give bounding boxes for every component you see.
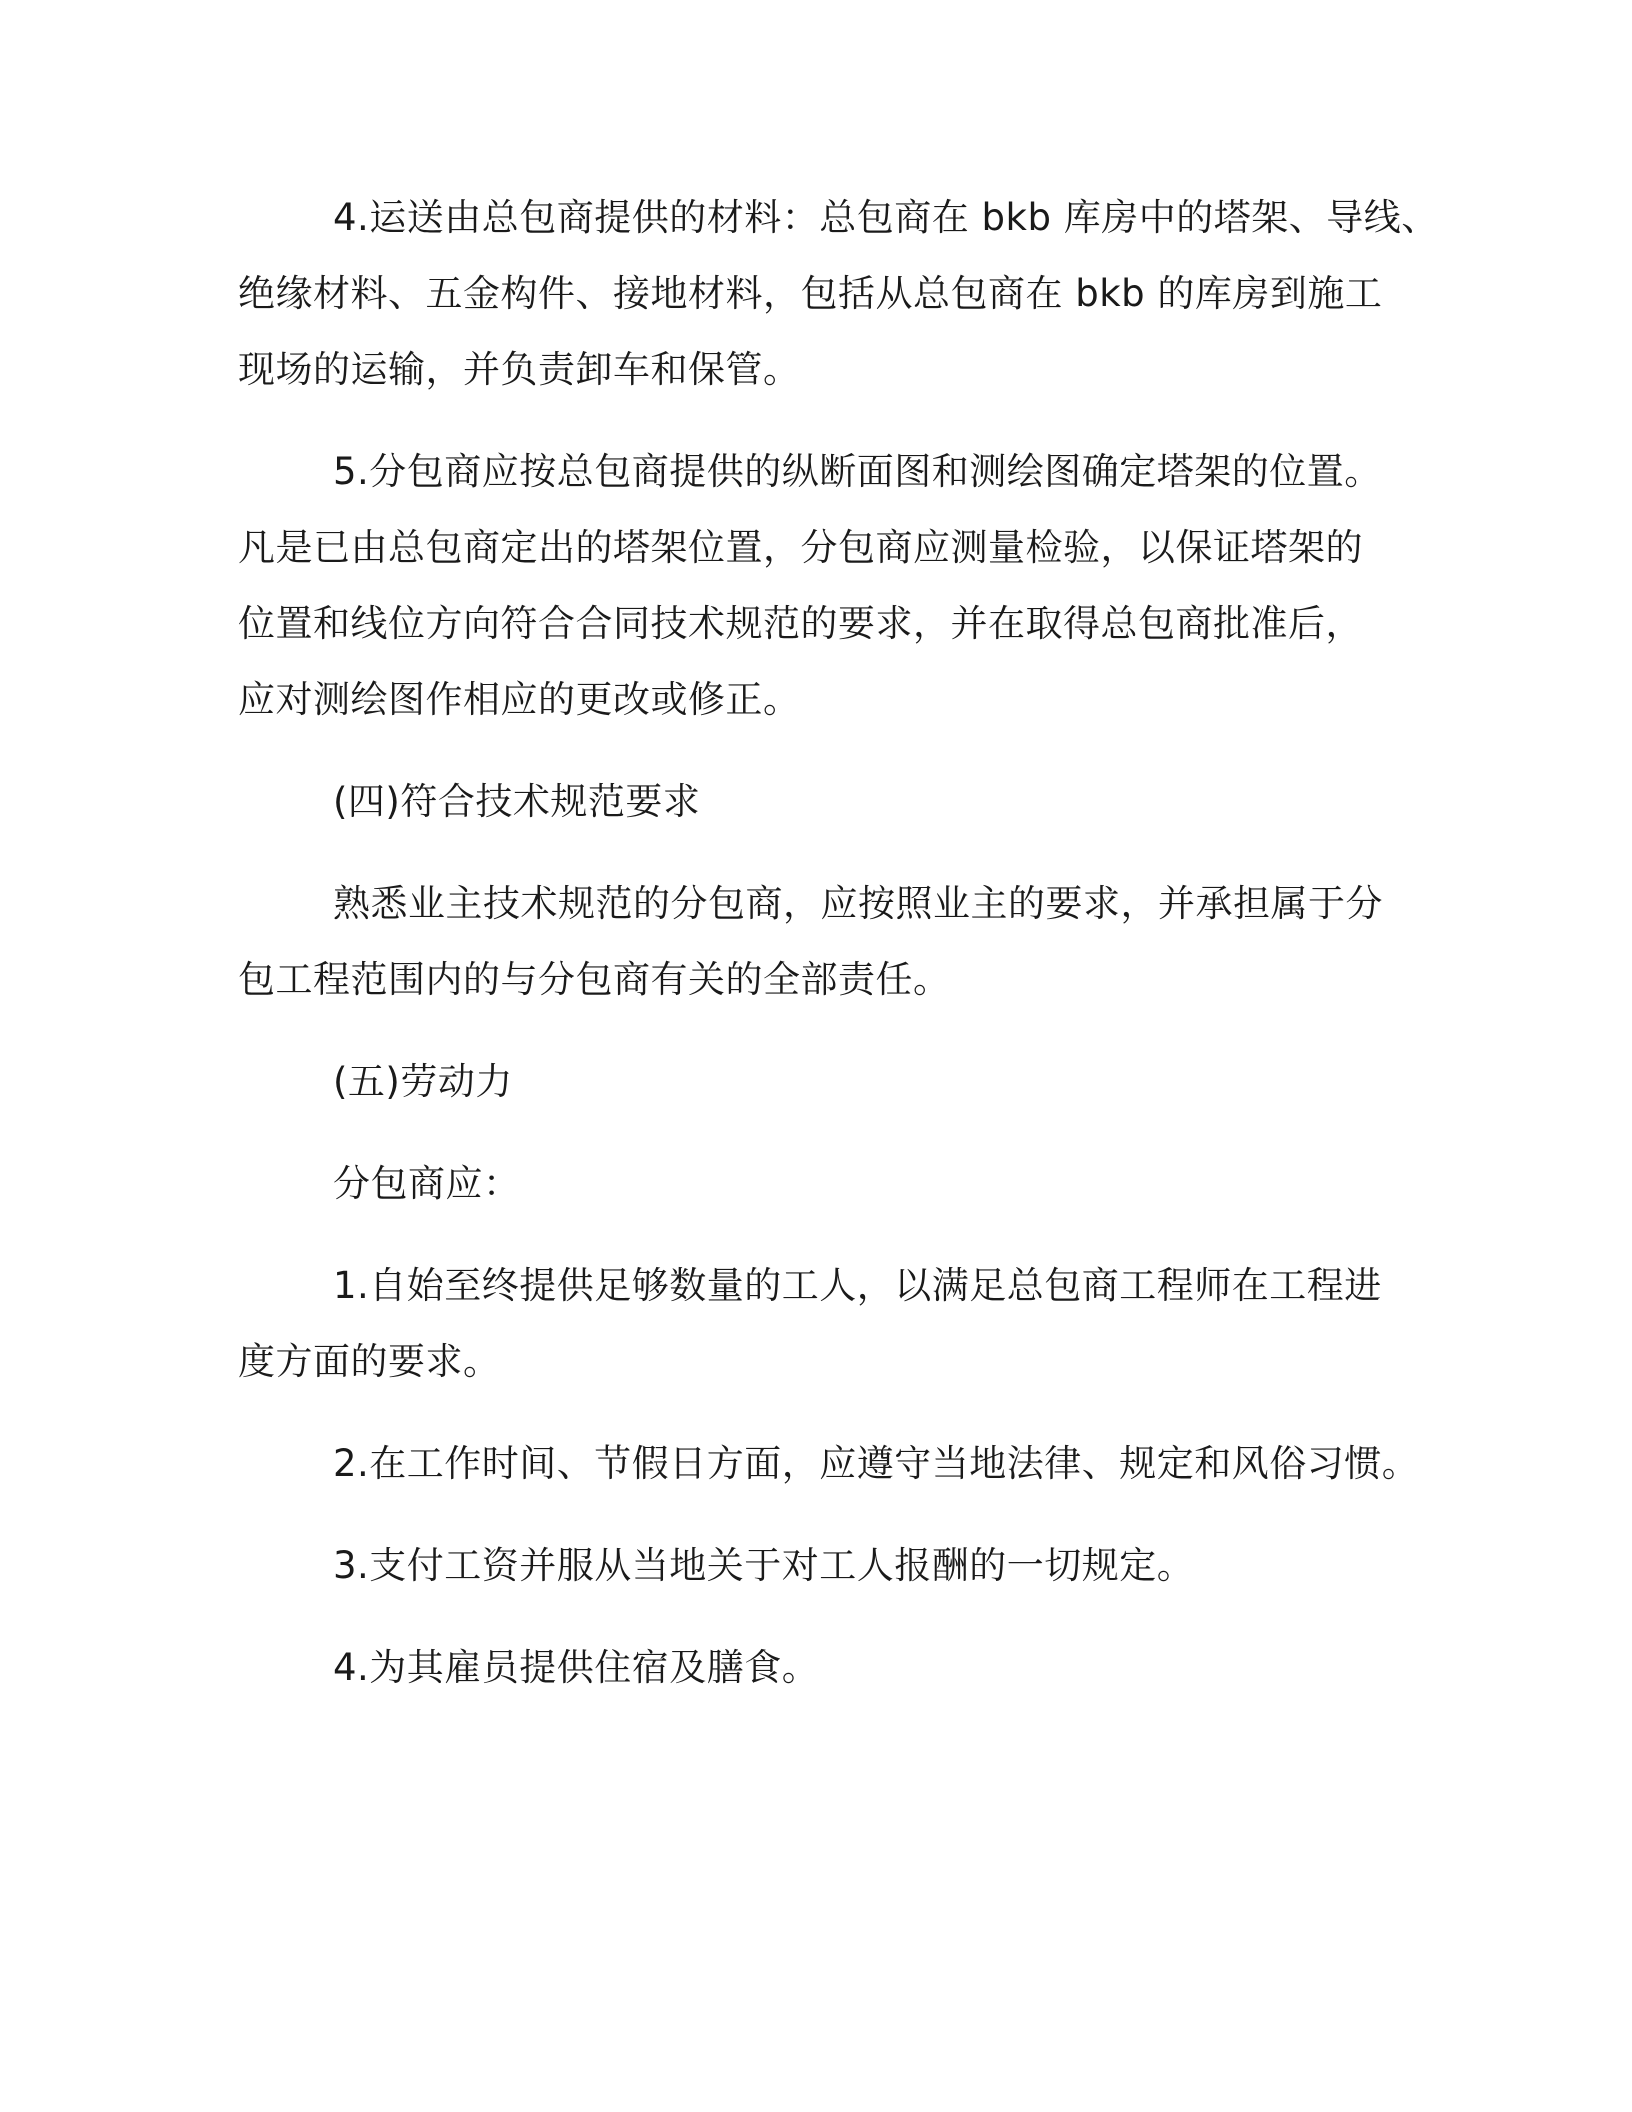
item-4-line-1: 4.运送由总包商提供的材料：总包商在 bkb 库房中的塔架、导线、	[333, 196, 1439, 239]
labor-item-4: 4.为其雇员提供住宿及膳食。	[333, 1646, 820, 1689]
spec-paragraph-line-1: 熟悉业主技术规范的分包商，应按照业主的要求，并承担属于分	[333, 882, 1383, 925]
labor-intro: 分包商应：	[333, 1162, 521, 1205]
labor-item-1-line-1: 1.自始至终提供足够数量的工人，以满足总包商工程师在工程进	[333, 1264, 1382, 1307]
item-4-line-2: 绝缘材料、五金构件、接地材料，包括从总包商在 bkb 的库房到施工	[238, 272, 1383, 315]
labor-item-3: 3.支付工资并服从当地关于对工人报酬的一切规定。	[333, 1544, 1195, 1587]
item-5-line-1: 5.分包商应按总包商提供的纵断面图和测绘图确定塔架的位置。	[333, 450, 1382, 493]
item-5-line-3: 位置和线位方向符合合同技术规范的要求，并在取得总包商批准后，	[238, 602, 1363, 645]
section-4-heading: (四)符合技术规范要求	[333, 780, 701, 823]
labor-item-1-line-2: 度方面的要求。	[238, 1340, 501, 1383]
section-5-heading: (五)劳动力	[333, 1060, 513, 1103]
item-5-line-4: 应对测绘图作相应的更改或修正。	[238, 678, 801, 721]
labor-item-2: 2.在工作时间、节假日方面，应遵守当地法律、规定和风俗习惯。	[333, 1442, 1420, 1485]
item-5-line-2: 凡是已由总包商定出的塔架位置，分包商应测量检验，以保证塔架的	[238, 526, 1363, 569]
spec-paragraph-line-2: 包工程范围内的与分包商有关的全部责任。	[238, 958, 951, 1001]
item-4-line-3: 现场的运输，并负责卸车和保管。	[238, 348, 801, 391]
